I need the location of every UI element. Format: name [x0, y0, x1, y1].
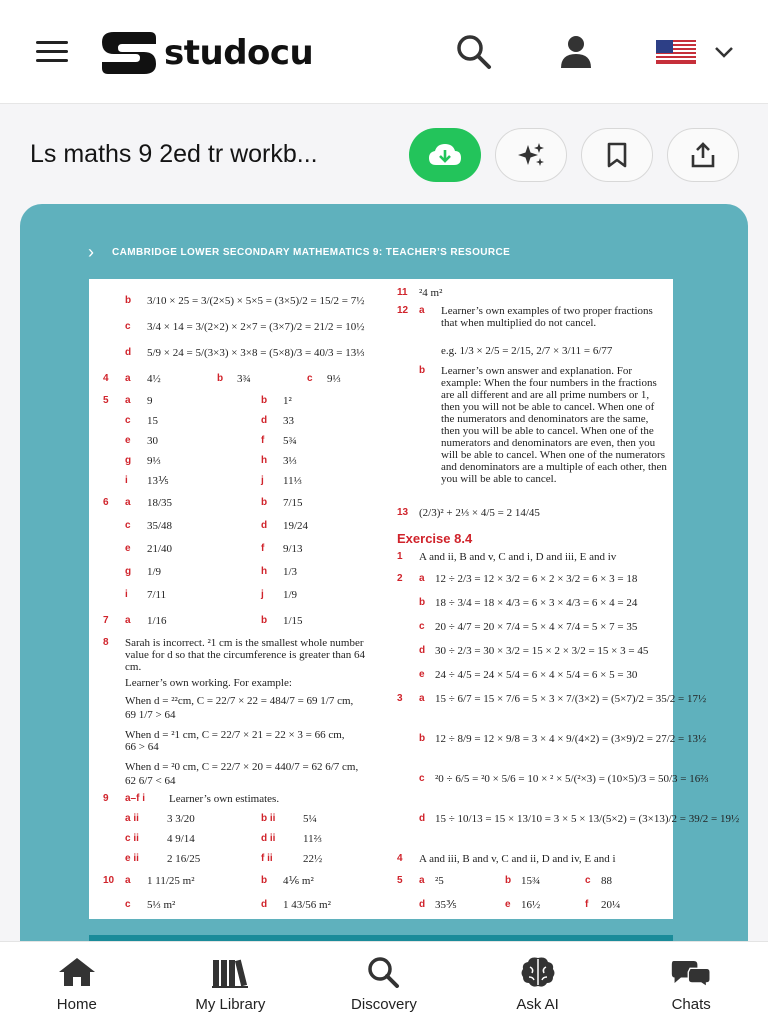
document-header: [0, 104, 768, 204]
question-5-number: 5: [103, 395, 109, 406]
chevron-right-icon: ›: [88, 241, 94, 262]
document-title: Ls maths 9 2ed tr workb...: [30, 140, 318, 168]
exercise-q2-number: 2: [397, 573, 403, 584]
exercise-q5-number: 5: [397, 875, 403, 886]
share-button[interactable]: [667, 128, 739, 182]
chat-bubbles-icon: [670, 956, 712, 988]
user-icon[interactable]: [554, 30, 598, 74]
download-button[interactable]: [409, 128, 481, 182]
question-10-number: 10: [103, 875, 115, 886]
chevron-down-icon: [714, 45, 734, 59]
hamburger-icon[interactable]: [36, 40, 68, 64]
answer-sheet: [89, 279, 740, 919]
exercise-q3-number: 3: [397, 693, 403, 704]
home-icon: [56, 956, 98, 988]
nav-my-library[interactable]: My Library: [154, 942, 308, 1024]
library-icon: [209, 956, 251, 988]
brain-icon: [517, 956, 559, 988]
us-flag-icon: [656, 40, 696, 64]
bookmark-button[interactable]: [581, 128, 653, 182]
question-6-number: 6: [103, 497, 109, 508]
nav-home[interactable]: Home: [0, 942, 154, 1024]
share-icon: [690, 141, 716, 169]
document-page: [20, 204, 748, 964]
left-column: b 3/10 × 25 = 3/(2×5) × 5×5 = (3×5)/2 = 15/2 = 7½ c 3/4 × 14 = 3/(2×2) × 2×7 = (3×7)/2 = 21/2 = 10½ d 5/9 × 24 = 5/(3×3) × 3×8 = (5×8)/3 = 40/3 = 13⅓ 4 a 4½ b 3¾ c 9⅓ 5 a 9 b 1² c 15 d 33 e 30 f 5¾ g 9⅓ h 3⅓ i 13⅕ j 11⅓ 6 a 18/35 b 7/15 c 35/48 d 19/24 e 21/40 f 9/13 g 1/9 h 1/3 i 7/11 j 1/9 7 a 1/16 b 1/15 8 Sarah is incorrect. ²1 cm is the smallest whole number value for d so that the circumference is greater than 64 cm. Learner’s own working. For example: When d = ²²cm, C = 22/7 × 22 = 484/7 = 69 1/7 cm, 69 1/7 > 64 When d = ²1 cm, C = 22/7 × 21 = 22 × 3 = 66 cm, 66 > 64 When d = ²0 cm, C = 22/7 × 20 = 440/7 = 62 6/7 cm, 62 6/7 < 64 9 a–f i Learner’s own estimates. a ii 3 3/20 b ii 5¼ c ii 4 9/14 d ii 11⅔ e ii 2 16/25 f ii 22½ 10 a 1 11/25 m² b 4⅙ m² c 5⅓ m² d 1 43/56 m²: [89, 285, 379, 915]
document-viewer[interactable]: [0, 204, 768, 941]
search-icon: [363, 956, 405, 988]
ai-assist-button[interactable]: [495, 128, 567, 182]
exercise-heading: Exercise 8.4: [397, 531, 473, 546]
page-running-header: › CAMBRIDGE LOWER SECONDARY MATHEMATICS 9: TEACHER’S RESOURCE: [88, 241, 511, 262]
top-bar: [0, 0, 768, 104]
search-icon[interactable]: [452, 30, 496, 74]
nav-discovery[interactable]: Discovery: [307, 942, 461, 1024]
nav-chats[interactable]: Chats: [614, 942, 768, 1024]
question-8: 8 Sarah is incorrect. ²1 cm is the smallest whole number value for d so that the circumference is greater than 64 cm. Learner’s own working. For example: When d = ²²cm, C = 22/7 × 22 = 484/7 = 69 1/7 cm, 69 1/7 > 64 When d = ²1 cm, C = 22/7 × 21 = 22 × 3 = 66 cm, 66 > 64 When d = ²0 cm, C = 22/7 × 20 = 440/7 = 62 6/7 cm, 62 6/7 < 64: [103, 637, 366, 787]
studocu-logo[interactable]: [100, 28, 313, 78]
bookmark-icon: [606, 142, 628, 168]
cloud-download-icon: [427, 141, 463, 169]
nav-ask-ai[interactable]: Ask AI: [461, 942, 615, 1024]
locale-selector[interactable]: [656, 38, 742, 66]
question-12: 12 a Learner’s own examples of two proper fractions that when multiplied do not cancel. e.g. 1/3 × 2/5 = 2/15, 2/7 × 3/11 = 6/77 b Learner’s own answer and explanation. For example: When the four numbers in the fractions are all different and are all prime numbers or 1, then you will not be able to cancel. When one of the numerators and denominators are the same, then you will be able to cancel. When one of the numerators and denominators are even, then you will be able to cancel. When one of the numerators and denominators are a multiple of each other, then you will be able to cancel.: [397, 305, 667, 485]
studocu-logo-mark-icon: [100, 30, 158, 76]
right-column: 11 ²4 m² 12 a Learner’s own examples of two proper fractions that when multiplied do not cancel. e.g. 1/3 × 2/5 = 2/15, 2/7 × 3/11 = 6/77 b Learner’s own answer and explanation. For example: When the four numbers in the fractions are all different and are all prime numbers or 1, then you will not be able to cancel. When one of the numerators and denominators are the same, then you will be able to cancel. When one of the numerators and denominators are even, then you will be able to cancel. When one of the numerators and denominators are a multiple of each other, then you will be able to cancel. 13 (2/3)² + 2⅓ × 4/5 = 2 14/45 Exercise 8.4 1 A and ii, B and v, C and i, D and iii, E and iv 2 a 12 ÷ 2/3 = 12 × 3/2 = 6 × 2 × 3/2 = 6 × 3 = 18 b 18 ÷ 3/4 = 18 × 4/3 = 6 × 3 × 4/3 = 6 × 4 = 24 c 20 ÷ 4/7 = 20 × 7/4 = 5 × 4 × 7/4 = 5 × 7 = 35 d 30 ÷ 2/3 = 30 × 3/2 = 15 × 2 × 3/2 = 15 × 3 = 45 e 24 ÷ 4/5 = 24 × 5/4 = 6 × 4 × 5/4 = 6 × 5 = 30 3 a 15 ÷ 6/7 = 15 × 7/6 = 5 × 3 × 7/(3×2) = (5×7)/2 = 35/2 = 17½ b 12 ÷ 8/9 = 12 × 9/8 = 3 × 4 × 9/(4×2) = (3×9)/2 = 27/2 = 13½ c ²0 ÷ 6/5 = ²0 × 5/6 = 10 × ² × 5/(²×3) = (10×5)/3 = 50/3 = 16⅔ d 15 ÷ 10/13 = 15 × 13/10 = 3 × 5 × 13/(5×2) = (3×13)/2 = 39/2 = 19½ 4 A and iii, B and v, C and ii, D and iv, E and i 5 a ²5 b 15¾ c 88 d 35⅗ e 16½ f 20¼: [389, 285, 673, 915]
bottom-navigation: [0, 941, 768, 1024]
logo-text: studocu: [164, 33, 314, 73]
sparkle-icon: [516, 141, 546, 169]
